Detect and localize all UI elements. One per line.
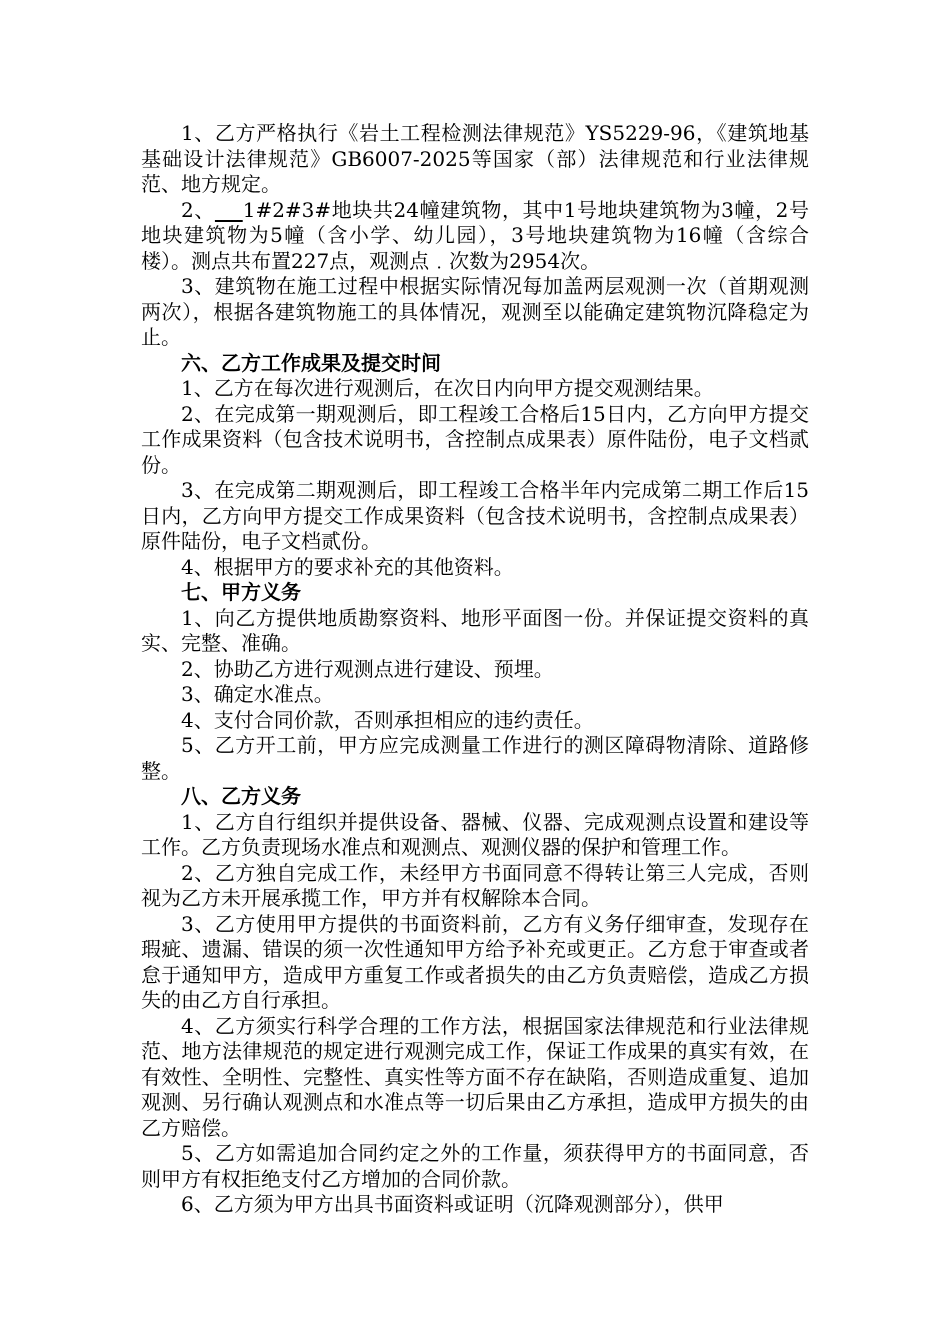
- section-heading: 八、乙方义务: [181, 784, 301, 808]
- paragraph: 3、确定水准点。: [181, 682, 334, 706]
- paragraph: 3、建筑物在施工过程中根据实际情况每加盖两层观测一次（首期观测两次），根据各建筑物施工的具体情况，观测至以能确定建筑物沉降稳定为止。: [141, 274, 809, 349]
- paragraph-number: 2、: [181, 197, 215, 222]
- section-heading: 七、甲方义务: [181, 580, 301, 604]
- paragraph: 1、向乙方提供地质勘察资料、地形平面图一份。并保证提交资料的真实、完整、准确。: [141, 605, 809, 655]
- paragraph: 3、在完成第二期观测后，即工程竣工合格半年内完成第二期工作后15日内，乙方向甲方提交工作成果资料（包含技术说明书，含控制点成果表）原件陆份，电子文档贰份。: [141, 478, 809, 553]
- paragraph: 2、在完成第一期观测后，即工程竣工合格后15日内，乙方向甲方提交工作成果资料（包含技术说明书，含控制点成果表）原件陆份，电子文档贰份。: [141, 401, 809, 477]
- paragraph-text: 1#2#3#地块共24幢建筑物，其中1号地块建筑物为3幢，2号地块建筑物为5幢（含小学、幼儿园），3号地块建筑物为16幢（含综合楼）。测点共布置227点，观测点﹒次数为2954次。: [141, 197, 809, 273]
- paragraph: 5、乙方如需追加合同约定之外的工作量，须获得甲方的书面同意，否则甲方有权拒绝支付乙方增加的合同价款。: [141, 1141, 809, 1191]
- paragraph: 4、乙方须实行科学合理的工作方法，根据国家法律规范和行业法律规范、地方法律规范的规定进行观测完成工作，保证工作成果的真实有效，在有效性、全明性、完整性、真实性等方面不存在缺陷，否则造成重复、追加观测、另行确认观测点和水准点等一切后果由乙方承担，造成甲方损失的由乙方赔偿。: [141, 1013, 809, 1140]
- paragraph: 5、乙方开工前，甲方应完成测量工作进行的测区障碍物清除、道路修整。: [141, 733, 809, 783]
- paragraph: 2、乙方独自完成工作，未经甲方书面同意不得转让第三人完成，否则视为乙方未开展承揽工作，甲方并有权解除本合同。: [141, 860, 809, 910]
- section-heading: 六、乙方工作成果及提交时间: [181, 350, 441, 375]
- paragraph: 4、支付合同价款，否则承担相应的违约责任。: [181, 707, 594, 732]
- paragraph: 1、乙方自行组织并提供设备、器械、仪器、完成观测点设置和建设等工作。乙方负责现场水准点和观测点、观测仪器的保护和管理工作。: [141, 809, 809, 859]
- paragraph: 1、乙方在每次进行观测后，在次日内向甲方提交观测结果。: [181, 376, 714, 400]
- fill-in-blank: [215, 198, 243, 222]
- paragraph: 6、乙方须为甲方出具书面资料或证明（沉降观测部分），供甲: [181, 1192, 724, 1216]
- paragraph: 3、乙方使用甲方提供的书面资料前，乙方有义务仔细审查，发现存在瑕疵、遗漏、错误的须一次性通知甲方给予补充或更正。乙方怠于审查或者怠于通知甲方，造成甲方重复工作或者损失的由乙方负责赔偿，造成乙方损失的由乙方自行承担。: [141, 911, 809, 1012]
- paragraph: 1、乙方严格执行《岩土工程检测法律规范》YS5229-96，《建筑地基基础设计法律规范》GB6007-2025等国家（部）法律规范和行业法律规范、地方规定。: [141, 121, 809, 196]
- paragraph: 4、根据甲方的要求补充的其他资料。: [181, 554, 514, 579]
- paragraph: [141, 198, 809, 275]
- paragraph: 2、协助乙方进行观测点进行建设、预埋。: [181, 656, 554, 681]
- document-page: [141, 121, 809, 1218]
